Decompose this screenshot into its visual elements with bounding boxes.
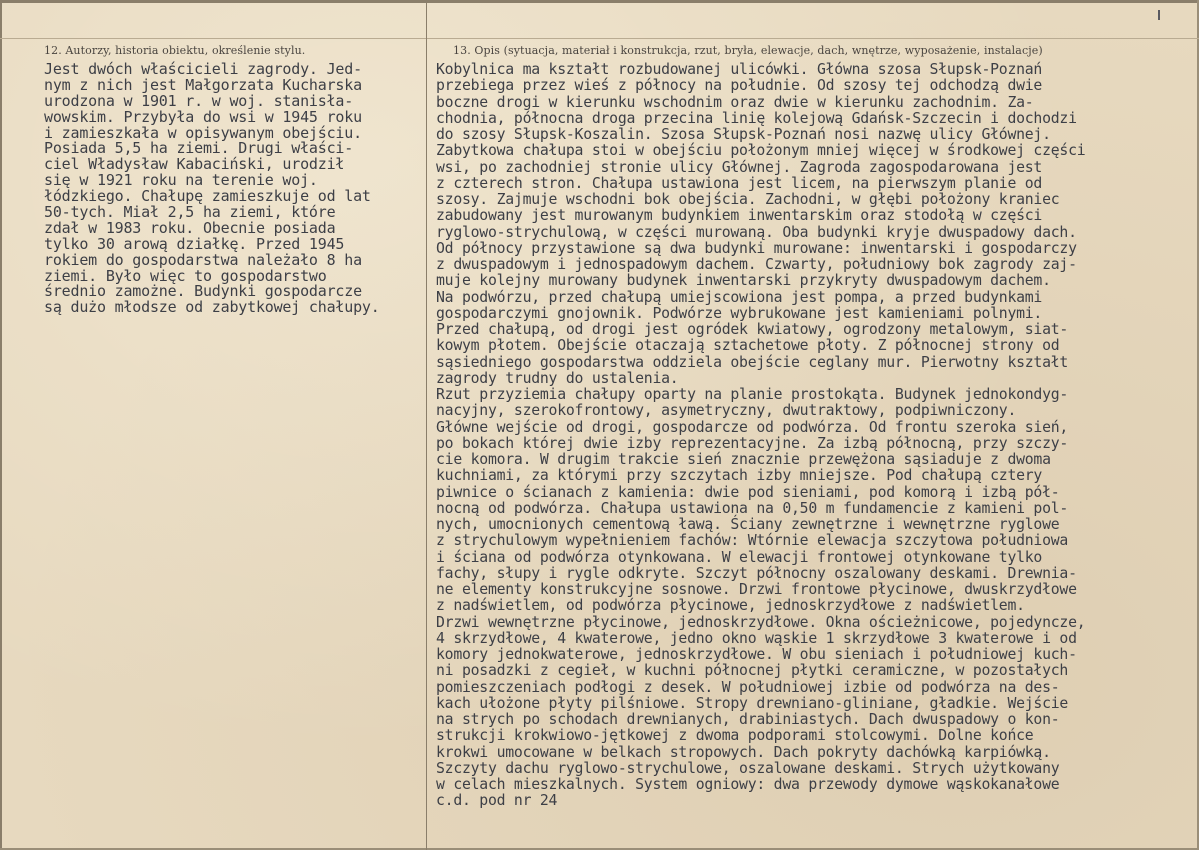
text-line: z strychulowym wypełnieniem fachów: Wtórnie elewacja szczytowa południowa: [436, 532, 1069, 550]
corner-mark: [1158, 10, 1160, 20]
text-line: średnio zamożne. Budynki gospodarcze: [44, 282, 362, 301]
text-line: wsi, po zachodniej stronie ulicy Głównej. Zagroda zagospodarowana jest: [436, 158, 1043, 176]
text-line: Zabytkowa chałupa stoi w obejściu położonym mniej więcej w środkowej części: [436, 142, 1086, 160]
text-line: 50-tych. Miał 2,5 ha ziemi, które: [44, 203, 336, 222]
text-line: sąsiedniego gospodarstwa oddziela obejście ceglany mur. Pierwotny kształt: [436, 353, 1069, 371]
text-line: gospodarczymi gnojownik. Podwórze wybrukowane jest kamieniami polnymi.: [436, 304, 1043, 322]
text-line: na strych po schodach drewnianych, drabiniastych. Dach dwuspadowy o kon-: [436, 711, 1060, 728]
text-line: z nadświetlem, od podwórza płycinowe, jednoskrzydłowe z nadświetlem.: [436, 597, 1025, 615]
text-line: w celach mieszkalnych. System ogniowy: dwa przewody dymowe wąskokanałowe: [436, 776, 1060, 793]
text-line: 4 skrzydłowe, 4 kwaterowe, jedno okno wąskie 1 skrzydłowe 3 kwaterowe i od: [436, 629, 1077, 647]
text-line: z dwuspadowym i jednospadowym dachem. Czwarty, południowy bok zagrody zaj-: [436, 256, 1077, 273]
text-line: ni posadzki z cegieł, w kuchni północnej płytki ceramiczne, w pozostałych: [436, 662, 1069, 680]
text-line: nym z nich jest Małgorzata Kucharska: [44, 75, 362, 94]
text-line: Przed chałupą, od drogi jest ogródek kwiatowy, ogrodzony metalowym, siat-: [436, 321, 1069, 338]
text-line: i zamieszkała w opisywanym obejściu.: [44, 123, 362, 142]
text-line: ziemi. Było więc to gospodarstwo: [44, 266, 327, 285]
text-line: c.d. pod nr 24: [436, 792, 558, 810]
text-line: tylko 30 arową działkę. Przed 1945: [44, 234, 345, 253]
text-line: komory jednokwaterowe, jednoskrzydłowe. W obu sieniach i południowej kuch-: [436, 646, 1077, 663]
text-line: ne elementy konstrukcyjne sosnowe. Drzwi frontowe płycinowe, dwuskrzydłowe: [436, 581, 1077, 598]
text-line: kowym płotem. Obejście otaczają sztachetowe płoty. Z północnej strony od: [436, 337, 1060, 355]
text-line: boczne drogi w kierunku wschodnim oraz dwie w kierunku zachodnim. Za-: [436, 93, 1034, 111]
text-line: Główne wejście od drogi, gospodarcze od podwórza. Od frontu szeroka sień,: [436, 418, 1069, 436]
column-divider: [426, 0, 427, 850]
section-12-body: [44, 62, 380, 316]
text-line: ciel Władysław Kabaciński, urodził: [44, 155, 345, 174]
text-line: ryglowo-strychulową, w części murowaną. Oba budynki kryje dwuspadowy dach.: [436, 223, 1077, 241]
text-line: nocną od podwórza. Chałupa ustawiona na 0,50 m fundamencie z kamieni pol-: [436, 499, 1069, 517]
text-line: Drzwi wewnętrzne płycinowe, jednoskrzydłowe. Okna ościeżnicowe, pojedyncze,: [436, 613, 1086, 631]
text-line: po bokach której dwie izby reprezentacyjne. Za izbą północną, przy szczy-: [436, 434, 1069, 452]
text-line: muje kolejny murowany budynek inwentarski przykryty dwuspadowym dachem.: [436, 272, 1051, 290]
text-line: fachy, słupy i rygle odkryte. Szczyt północny oszalowany deskami. Drewnia-: [436, 564, 1077, 582]
left-border: [0, 0, 2, 850]
text-line: krokwi umocowane w belkach stropowych. Dach pokryty dachówką karpiówką.: [436, 743, 1051, 761]
text-line: strukcji krokwiowo-jętkowej z dwoma podporami stolcowymi. Dolne końce: [436, 727, 1034, 745]
text-line: wowskim. Przybyła do wsi w 1945 roku: [44, 107, 362, 126]
text-line: i ściana od podwórza otynkowana. W elewacji frontowej otynkowane tylko: [436, 548, 1043, 566]
text-line: Rzut przyziemia chałupy oparty na planie prostokąta. Budynek jednokondyg-: [436, 386, 1069, 403]
top-border: [0, 0, 1199, 3]
text-line: nych, umocnionych cementową ławą. Ściany zewnętrzne i wewnętrzne ryglowe: [436, 516, 1060, 533]
text-line: pomieszczeniach podłogi z desek. W południowej izbie od podwórza na des-: [436, 678, 1060, 696]
text-line: przebiega przez wieś z północy na południe. Od szosy tej odchodzą dwie: [436, 77, 1043, 95]
text-line: kach ułożone płyty pilśniowe. Stropy drewniano-gliniane, gładkie. Wejście: [436, 694, 1069, 712]
text-line: Posiada 5,5 ha ziemi. Drugi właści-: [44, 139, 354, 158]
text-line: szosy. Zajmuje wschodni bok obejścia. Zachodni, w głębi położony kraniec: [436, 191, 1060, 208]
text-line: zdał w 1983 roku. Obecnie posiada: [44, 218, 336, 237]
text-line: kuchniami, za którymi przy szczytach izby mniejsze. Pod chałupą cztery: [436, 467, 1043, 485]
text-line: rokiem do gospodarstwa należało 8 ha: [44, 250, 362, 269]
text-line: nacyjny, szerokofrontowy, asymetryczny, dwutraktowy, podpiwniczony.: [436, 402, 1017, 420]
text-line: Kobylnica ma kształt rozbudowanej ulicówki. Główna szosa Słupsk-Poznań: [436, 61, 1043, 78]
text-line: do szosy Słupsk-Koszalin. Szosa Słupsk-Poznań nosi nazwę ulicy Głównej.: [436, 126, 1051, 143]
text-line: Od północy przystawione są dwa budynki murowane: inwentarski i gospodarczy: [436, 239, 1077, 257]
header-rule: [0, 38, 1199, 39]
text-line: Na podwórzu, przed chałupą umiejscowiona jest pompa, a przed budynkami: [436, 288, 1043, 306]
text-line: z czterech stron. Chałupa ustawiona jest licem, na pierwszym planie od: [436, 174, 1043, 192]
section-13-heading: 13. Opis (sytuacja, materiał i konstrukcja, rzut, bryła, elewacje, dach, wnętrze, wyposażenie, instalacje): [453, 44, 1043, 57]
text-line: łódzkiego. Chałupę zamieszkuje od lat: [44, 187, 371, 206]
section-13-body: [436, 62, 1085, 810]
text-line: się w 1921 roku na terenie woj.: [44, 171, 318, 190]
text-line: Jest dwóch właścicieli zagrody. Jed-: [44, 60, 362, 78]
text-line: urodzona w 1901 r. w woj. stanisła-: [44, 91, 354, 110]
text-line: Szczyty dachu ryglowo-strychulowe, oszalowane deskami. Strych użytkowany: [436, 759, 1060, 777]
text-line: zagrody trudny do ustalenia.: [436, 369, 679, 387]
section-12-heading: 12. Autorzy, historia obiektu, określenie stylu.: [44, 44, 306, 57]
text-line: zabudowany jest murowanym budynkiem inwentarskim oraz stodołą w części: [436, 207, 1043, 225]
text-line: cie komora. W drugim trakcie sień znacznie przewężona sąsiaduje z dwoma: [436, 451, 1051, 468]
text-line: są dużo młodsze od zabytkowej chałupy.: [44, 298, 380, 317]
text-line: chodnia, północna droga przecina linię kolejową Gdańsk-Szczecin i dochodzi: [436, 109, 1077, 127]
text-line: piwnice o ścianach z kamienia: dwie pod sieniami, pod komorą i izbą pół-: [436, 483, 1060, 501]
